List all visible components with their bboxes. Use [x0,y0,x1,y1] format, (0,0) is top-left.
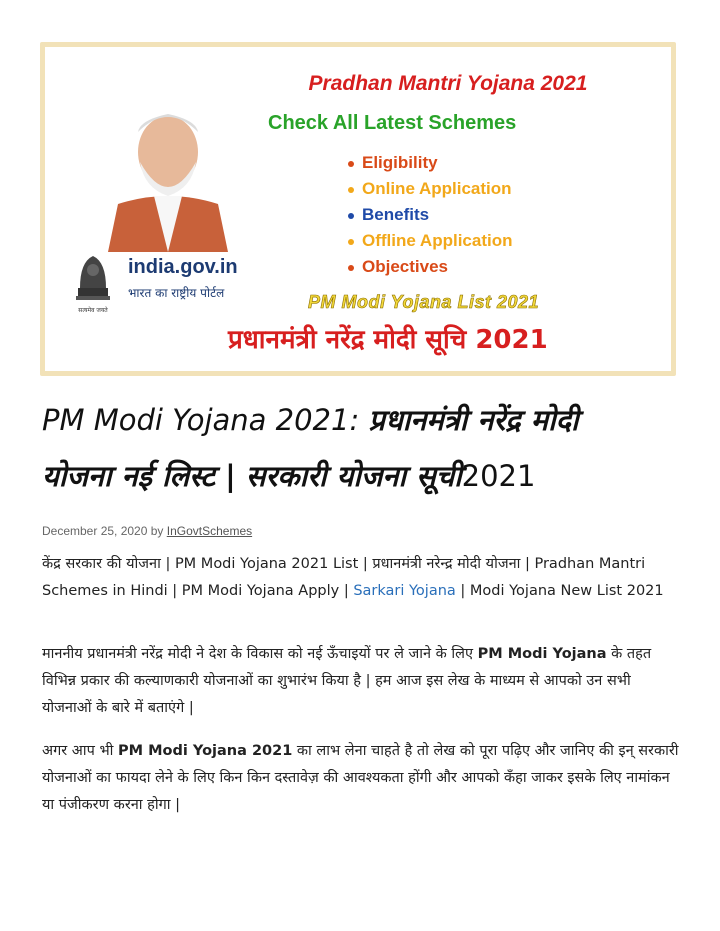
paragraph-text: का लाभ लेना चाहते है तो लेख को पूरा पढ़िए और जानिए की इन् सरकारी योजनाओं का फायदा लेने के लिए किन किन दस्तावेज़ की आवश्यकता होंगी और आपको कँहा जाकर इसके लिए नामांकन या पंजीकरण करना होगा | [42,743,679,813]
banner-title: Pradhan Mantri Yojana 2021 [308,72,588,95]
headline-year: 2021 [461,459,536,493]
banner-subtitle: Check All Latest Schemes [268,112,517,134]
sarkari-yojana-link[interactable]: Sarkari Yojana [353,583,456,599]
list-item [348,254,512,280]
article-headline [42,392,682,504]
paragraph-keywords [42,551,682,605]
bullet-icon [348,265,354,271]
bullet-icon [348,187,354,193]
paragraph-intro [42,641,682,722]
list-item [348,176,512,202]
headline-english: PM Modi Yojana 2021: [42,403,369,437]
paragraph-bold: PM Modi Yojana [477,646,607,662]
list-item [348,150,512,176]
bullet-icon [348,213,354,219]
paragraph-text: केंद्र सरकार की योजना | PM Modi Yojana 2021 List | प्रधानमंत्री नरेन्द्र मोदी योजना | Pradhan Mantri Schemes in Hindi | PM Modi Yojana Apply | [42,556,646,599]
list-item-label: Objectives [362,257,448,276]
banner-list-label: PM Modi Yojana List 2021 [308,292,540,312]
banner-feature-list [348,150,512,280]
paragraph-text: माननीय प्रधानमंत्री नरेंद्र मोदी ने देश के विकास को नई ऊँचाइयों पर ले जाने के लिए [42,646,478,662]
portrait-image [88,92,248,252]
paragraph-details [42,738,682,819]
headline-hindi-part2: योजना नई लिस्ट | सरकारी योजना सूची [42,459,462,493]
emblem-caption: सत्यमेव जयते [78,307,108,314]
paragraph-bold: PM Modi Yojana 2021 [118,743,293,759]
list-item-label: Benefits [362,205,430,224]
banner-hindi-year: 2021 [475,325,548,355]
national-emblem-icon [68,242,118,318]
bullet-icon [348,161,354,167]
paragraph-text: के तहत विभिन्न प्रकार की कल्याणकारी योजनाओं का शुभारंभ किया है | हम आज इस लेख के माध्यम से आपको उन सभी योजनाओं के बारे में बताएंगे | [42,646,652,716]
bullet-icon [348,239,354,245]
paragraph-text: | Modi Yojana New List 2021 [455,583,664,599]
list-item-label: Eligibility [362,153,438,172]
logo-text: india.gov.in [128,256,238,278]
banner-content [50,52,666,366]
headline-hindi-part1: प्रधानमंत्री नरेंद्र मोदी [368,403,579,437]
post-date: December 25, 2020 [42,524,148,538]
featured-banner-image [40,42,676,376]
list-item [348,228,512,254]
post-meta [42,524,252,538]
author-link[interactable]: InGovtSchemes [166,524,253,538]
banner-hindi-text: प्रधानमंत्री नरेंद्र मोदी सूचि [228,325,467,355]
banner-hindi-title [228,320,548,356]
post-by: by [147,524,167,538]
list-item [348,202,512,228]
list-item-label: Online Application [362,179,512,198]
list-item-label: Offline Application [362,231,513,250]
logo-subtext: भारत का राष्ट्रीय पोर्टल [128,286,225,300]
paragraph-text: अगर आप भी [42,743,119,759]
